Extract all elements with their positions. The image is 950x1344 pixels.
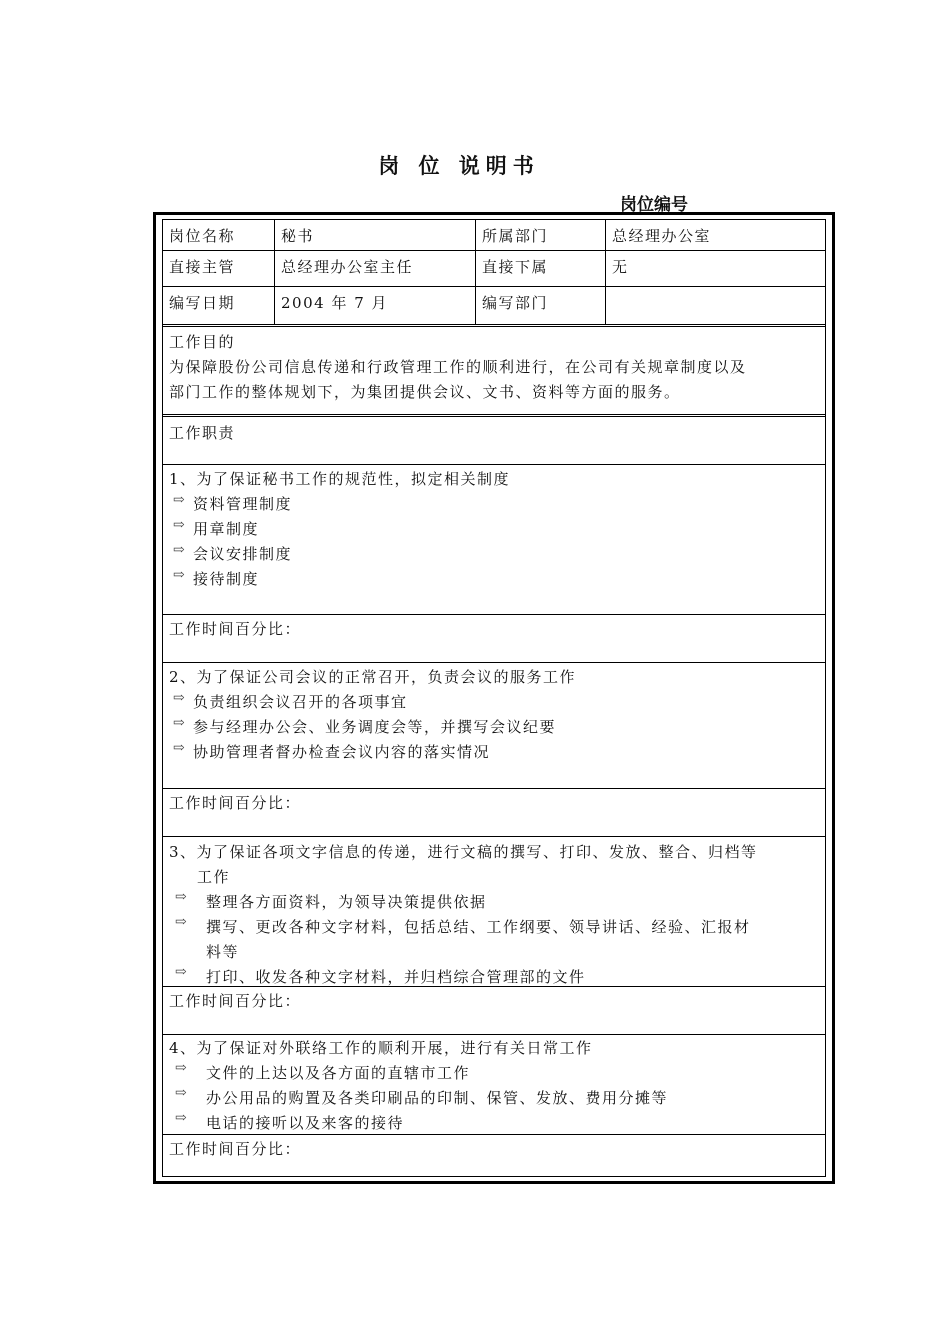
percent-label: 工作时间百分比：	[169, 1140, 302, 1158]
label-supervisor: 直接主管	[169, 258, 236, 276]
duty-item: ⇨ 参与经理办公会、业务调度会等，并撰写会议纪要	[169, 715, 819, 740]
percent-label: 工作时间百分比：	[169, 992, 302, 1010]
form-table	[162, 219, 826, 1177]
arrow-right-icon: ⇨	[175, 1060, 189, 1076]
percent-label: 工作时间百分比：	[169, 794, 302, 812]
info-row	[163, 287, 825, 327]
value-subordinates: 无	[605, 251, 825, 286]
duty-item: ⇨ 协助管理者督办检查会议内容的落实情况	[169, 740, 819, 765]
percent-row	[163, 1135, 825, 1177]
duty-title: 2、为了保证公司会议的正常召开，负责会议的服务工作	[169, 668, 577, 686]
duty-item: ⇨ 资料管理制度	[169, 492, 819, 517]
duty-item: ⇨ 电话的接听以及来客的接待	[169, 1111, 819, 1136]
duty-section-4	[163, 1035, 825, 1135]
label-date: 编写日期	[169, 294, 236, 312]
purpose-section	[163, 327, 825, 417]
info-row	[163, 220, 825, 251]
arrow-right-icon: ⇨	[173, 567, 187, 583]
percent-label: 工作时间百分比：	[169, 620, 302, 638]
arrow-right-icon: ⇨	[173, 715, 187, 731]
form-frame	[153, 212, 835, 1184]
info-row	[163, 251, 825, 287]
value-job-title: 秘书	[274, 220, 475, 250]
arrow-right-icon: ⇨	[173, 492, 187, 508]
duty-item: ⇨ 用章制度	[169, 517, 819, 542]
duty-section-3	[163, 837, 825, 987]
duty-item: ⇨ 打印、收发各种文字材料，并归档综合管理部的文件	[169, 965, 819, 990]
label-author-dept: 编写部门	[475, 287, 605, 324]
label-job-title: 岗位名称	[169, 227, 236, 245]
label-subordinates: 直接下属	[475, 251, 605, 286]
arrow-right-icon: ⇨	[173, 517, 187, 533]
arrow-right-icon: ⇨	[175, 889, 189, 905]
arrow-right-icon: ⇨	[173, 690, 187, 706]
duty-item-continued: 料等	[206, 943, 240, 961]
duty-item: ⇨ 撰写、更改各种文字材料，包括总结、工作纲要、领导讲话、经验、汇报材	[169, 915, 819, 940]
value-supervisor: 总经理办公室主任	[274, 251, 475, 286]
arrow-right-icon: ⇨	[173, 740, 187, 756]
duty-item: ⇨ 文件的上达以及各方面的直辖市工作	[169, 1061, 819, 1086]
label-department: 所属部门	[475, 220, 605, 250]
percent-row	[163, 615, 825, 663]
arrow-right-icon: ⇨	[175, 964, 189, 980]
value-author-dept	[605, 287, 825, 324]
percent-row	[163, 789, 825, 837]
duties-heading: 工作职责	[169, 424, 236, 442]
document-title: 岗 位 说明书	[378, 154, 540, 178]
purpose-text-line2: 部门工作的整体规划下，为集团提供会议、文书、资料等方面的服务。	[169, 383, 681, 401]
duty-item: ⇨ 负责组织会议召开的各项事宜	[169, 690, 819, 715]
duty-title: 1、为了保证秘书工作的规范性，拟定相关制度	[169, 470, 511, 488]
arrow-right-icon: ⇨	[175, 914, 189, 930]
duty-title: 3、为了保证各项文字信息的传递，进行文稿的撰写、打印、发放、整合、归档等	[169, 843, 758, 861]
duty-item: ⇨ 接待制度	[169, 567, 819, 592]
value-department: 总经理办公室	[605, 220, 825, 250]
arrow-right-icon: ⇨	[173, 542, 187, 558]
duty-item: ⇨ 会议安排制度	[169, 542, 819, 567]
value-date: 2004 年 7 月	[274, 287, 475, 324]
duty-section-1	[163, 465, 825, 615]
job-code-label: 岗位编号	[620, 195, 688, 215]
arrow-right-icon: ⇨	[175, 1110, 189, 1126]
purpose-text-line1: 为保障股份公司信息传递和行政管理工作的顺利进行，在公司有关规章制度以及	[169, 358, 747, 376]
duty-title-continued: 工作	[197, 868, 231, 886]
duty-title: 4、为了保证对外联络工作的顺利开展，进行有关日常工作	[169, 1039, 593, 1057]
purpose-heading: 工作目的	[169, 333, 236, 351]
duty-section-2	[163, 663, 825, 789]
duty-item: ⇨ 整理各方面资料，为领导决策提供依据	[169, 890, 819, 915]
percent-row	[163, 987, 825, 1035]
duty-item: ⇨ 办公用品的购置及各类印刷品的印制、保管、发放、费用分摊等	[169, 1086, 819, 1111]
duties-heading-row	[163, 417, 825, 465]
arrow-right-icon: ⇨	[175, 1085, 189, 1101]
